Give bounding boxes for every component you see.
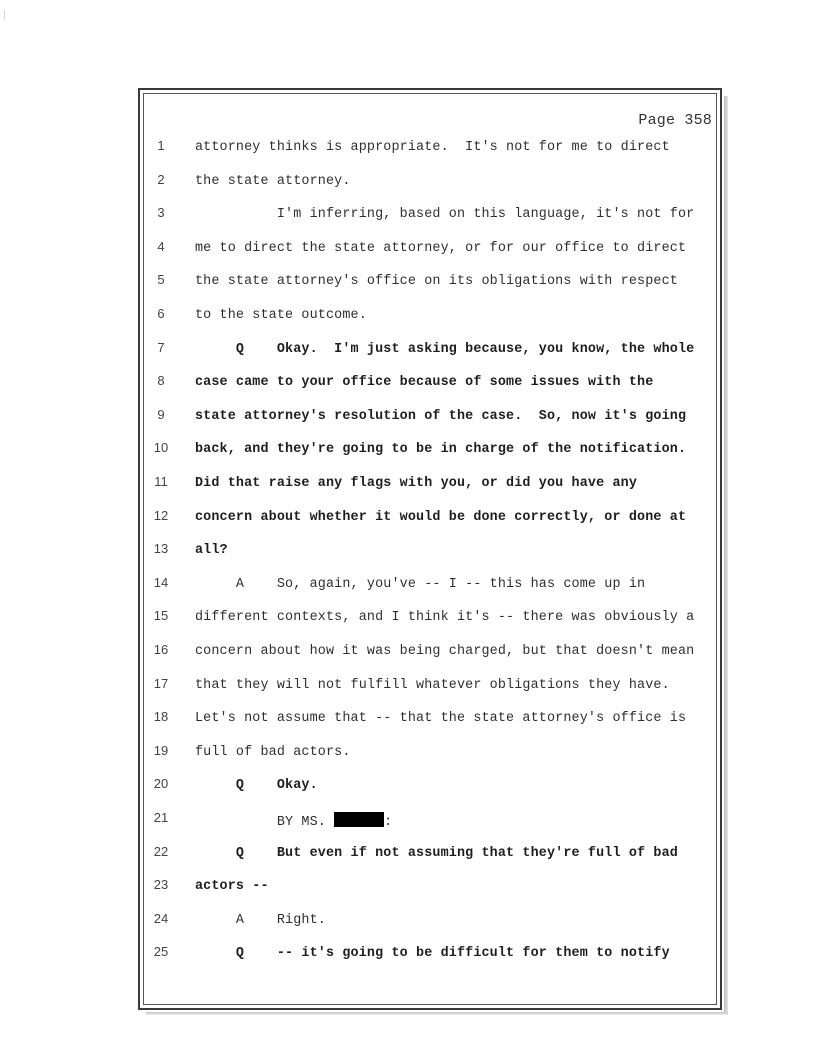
line-text: the state attorney.: [195, 173, 351, 189]
transcript-line: [0, 171, 816, 194]
transcript-line: [0, 711, 816, 731]
line-number: 25: [153, 944, 169, 960]
transcript-line: [0, 543, 816, 563]
line-text: case came to your office because of some issues with the: [195, 375, 654, 391]
line-text: back, and they're going to be in charge of the notification.: [195, 442, 687, 458]
answer-text: [195, 610, 694, 625]
answer-text: [195, 644, 694, 659]
line-number: 21: [153, 810, 169, 825]
line-number: 19: [153, 742, 169, 758]
line-text: all?: [195, 543, 228, 559]
line-number: 8: [157, 373, 165, 389]
line-number: 20: [153, 776, 169, 792]
transcript-line: [0, 843, 816, 866]
question-text: [195, 778, 318, 793]
line-number: 1: [157, 138, 165, 153]
transcript-line: [0, 812, 816, 832]
line-text: state attorney's resolution of the case. So, now it's going: [195, 408, 687, 424]
answer-text: [195, 577, 645, 592]
transcript-line: [0, 207, 816, 227]
question-text: [195, 375, 653, 390]
line-number: 10: [153, 440, 169, 456]
transcript-line: [0, 442, 816, 462]
line-number: 22: [153, 843, 169, 859]
question-text: [195, 846, 678, 861]
line-number: 17: [153, 675, 169, 691]
line-text: Q But even if not assuming that they're full of bad: [195, 845, 678, 861]
line-text: that they will not fulfill whatever obligations they have.: [195, 677, 670, 693]
line-text: A So, again, you've -- I -- this has come up in: [195, 576, 646, 592]
line-text: to the state outcome.: [195, 308, 367, 323]
answer-text: [195, 274, 678, 289]
line-text: Let's not assume that -- that the state attorney's office is: [195, 711, 687, 727]
answer-text: [195, 711, 686, 726]
line-text: BY MS.: [195, 815, 335, 830]
line-text: concern about how it was being charged, but that doesn't mean: [195, 644, 695, 659]
line-text: I'm inferring, based on this language, it's not for: [195, 207, 695, 223]
transcript-line: [0, 644, 816, 664]
transcript-line: [0, 274, 816, 294]
line-number: 24: [153, 910, 169, 926]
transcript-line: [0, 308, 816, 328]
line-number: 11: [154, 474, 168, 489]
answer-text: [195, 913, 326, 928]
line-text: Did that raise any flags with you, or did you have any: [195, 476, 638, 491]
frame-shadow-bottom: [146, 1012, 728, 1015]
line-text: attorney thinks is appropriate. It's not for me to direct: [195, 140, 670, 155]
transcript-line: [0, 675, 816, 698]
question-text: [195, 879, 269, 894]
answer-text: [195, 241, 686, 256]
transcript-line: [0, 140, 816, 160]
line-number: 16: [153, 642, 169, 657]
answer-text: [195, 207, 694, 222]
answer-text: [195, 174, 351, 189]
transcript-line: [0, 910, 816, 933]
line-number: 14: [153, 574, 169, 590]
page-number: Page 358: [638, 112, 712, 129]
question-text: [195, 342, 694, 357]
answer-text: [195, 140, 670, 155]
line-text: concern about whether it would be done correctly, or done at: [195, 509, 687, 525]
transcript-line: [0, 507, 816, 530]
transcript-line: [0, 238, 816, 261]
transcript-line: [0, 406, 816, 429]
question-text: [195, 946, 670, 961]
line-number: 12: [153, 507, 169, 523]
question-text: [195, 510, 686, 525]
transcript-line: [0, 610, 816, 630]
transcript-line: [0, 476, 816, 496]
line-number: 2: [157, 171, 165, 187]
question-text: [195, 442, 686, 457]
line-number: 15: [153, 608, 169, 624]
line-number: 23: [153, 877, 169, 893]
transcript-line: [0, 742, 816, 765]
line-text: me to direct the state attorney, or for our office to direct: [195, 240, 687, 256]
transcript-line: [0, 339, 816, 362]
scan-artifact: [4, 10, 5, 20]
transcript-line: [0, 879, 816, 899]
line-text-suffix: :: [384, 815, 393, 830]
line-number: 4: [157, 238, 165, 254]
transcript-line: [0, 375, 816, 395]
line-text: different contexts, and I think it's -- there was obviously a: [195, 610, 695, 626]
line-text: full of bad actors.: [195, 744, 351, 760]
transcript-line: [0, 778, 816, 798]
line-number: 9: [157, 406, 165, 422]
line-number: 18: [153, 709, 169, 725]
question-text: [195, 409, 686, 424]
line-text: actors --: [195, 879, 269, 895]
answer-text: [195, 678, 670, 693]
line-number: 6: [157, 306, 165, 321]
answer-text: [195, 745, 351, 760]
line-text: A Right.: [195, 912, 326, 928]
line-text: Q Okay. I'm just asking because, you know, the whole: [195, 341, 695, 357]
line-number: 3: [157, 205, 165, 221]
line-number: 13: [153, 541, 169, 557]
line-number: 7: [157, 339, 165, 355]
redaction-block: [334, 812, 384, 827]
transcript-line: [0, 574, 816, 597]
answer-text: [195, 812, 392, 830]
line-text: the state attorney's office on its obligations with respect: [195, 274, 678, 290]
line-text: Q Okay.: [195, 778, 318, 794]
transcript-line: [0, 946, 816, 966]
question-text: [195, 543, 228, 558]
line-number: 5: [157, 272, 165, 288]
question-text: [195, 476, 637, 491]
line-text: Q -- it's going to be difficult for them to notify: [195, 946, 670, 962]
answer-text: [195, 308, 367, 323]
